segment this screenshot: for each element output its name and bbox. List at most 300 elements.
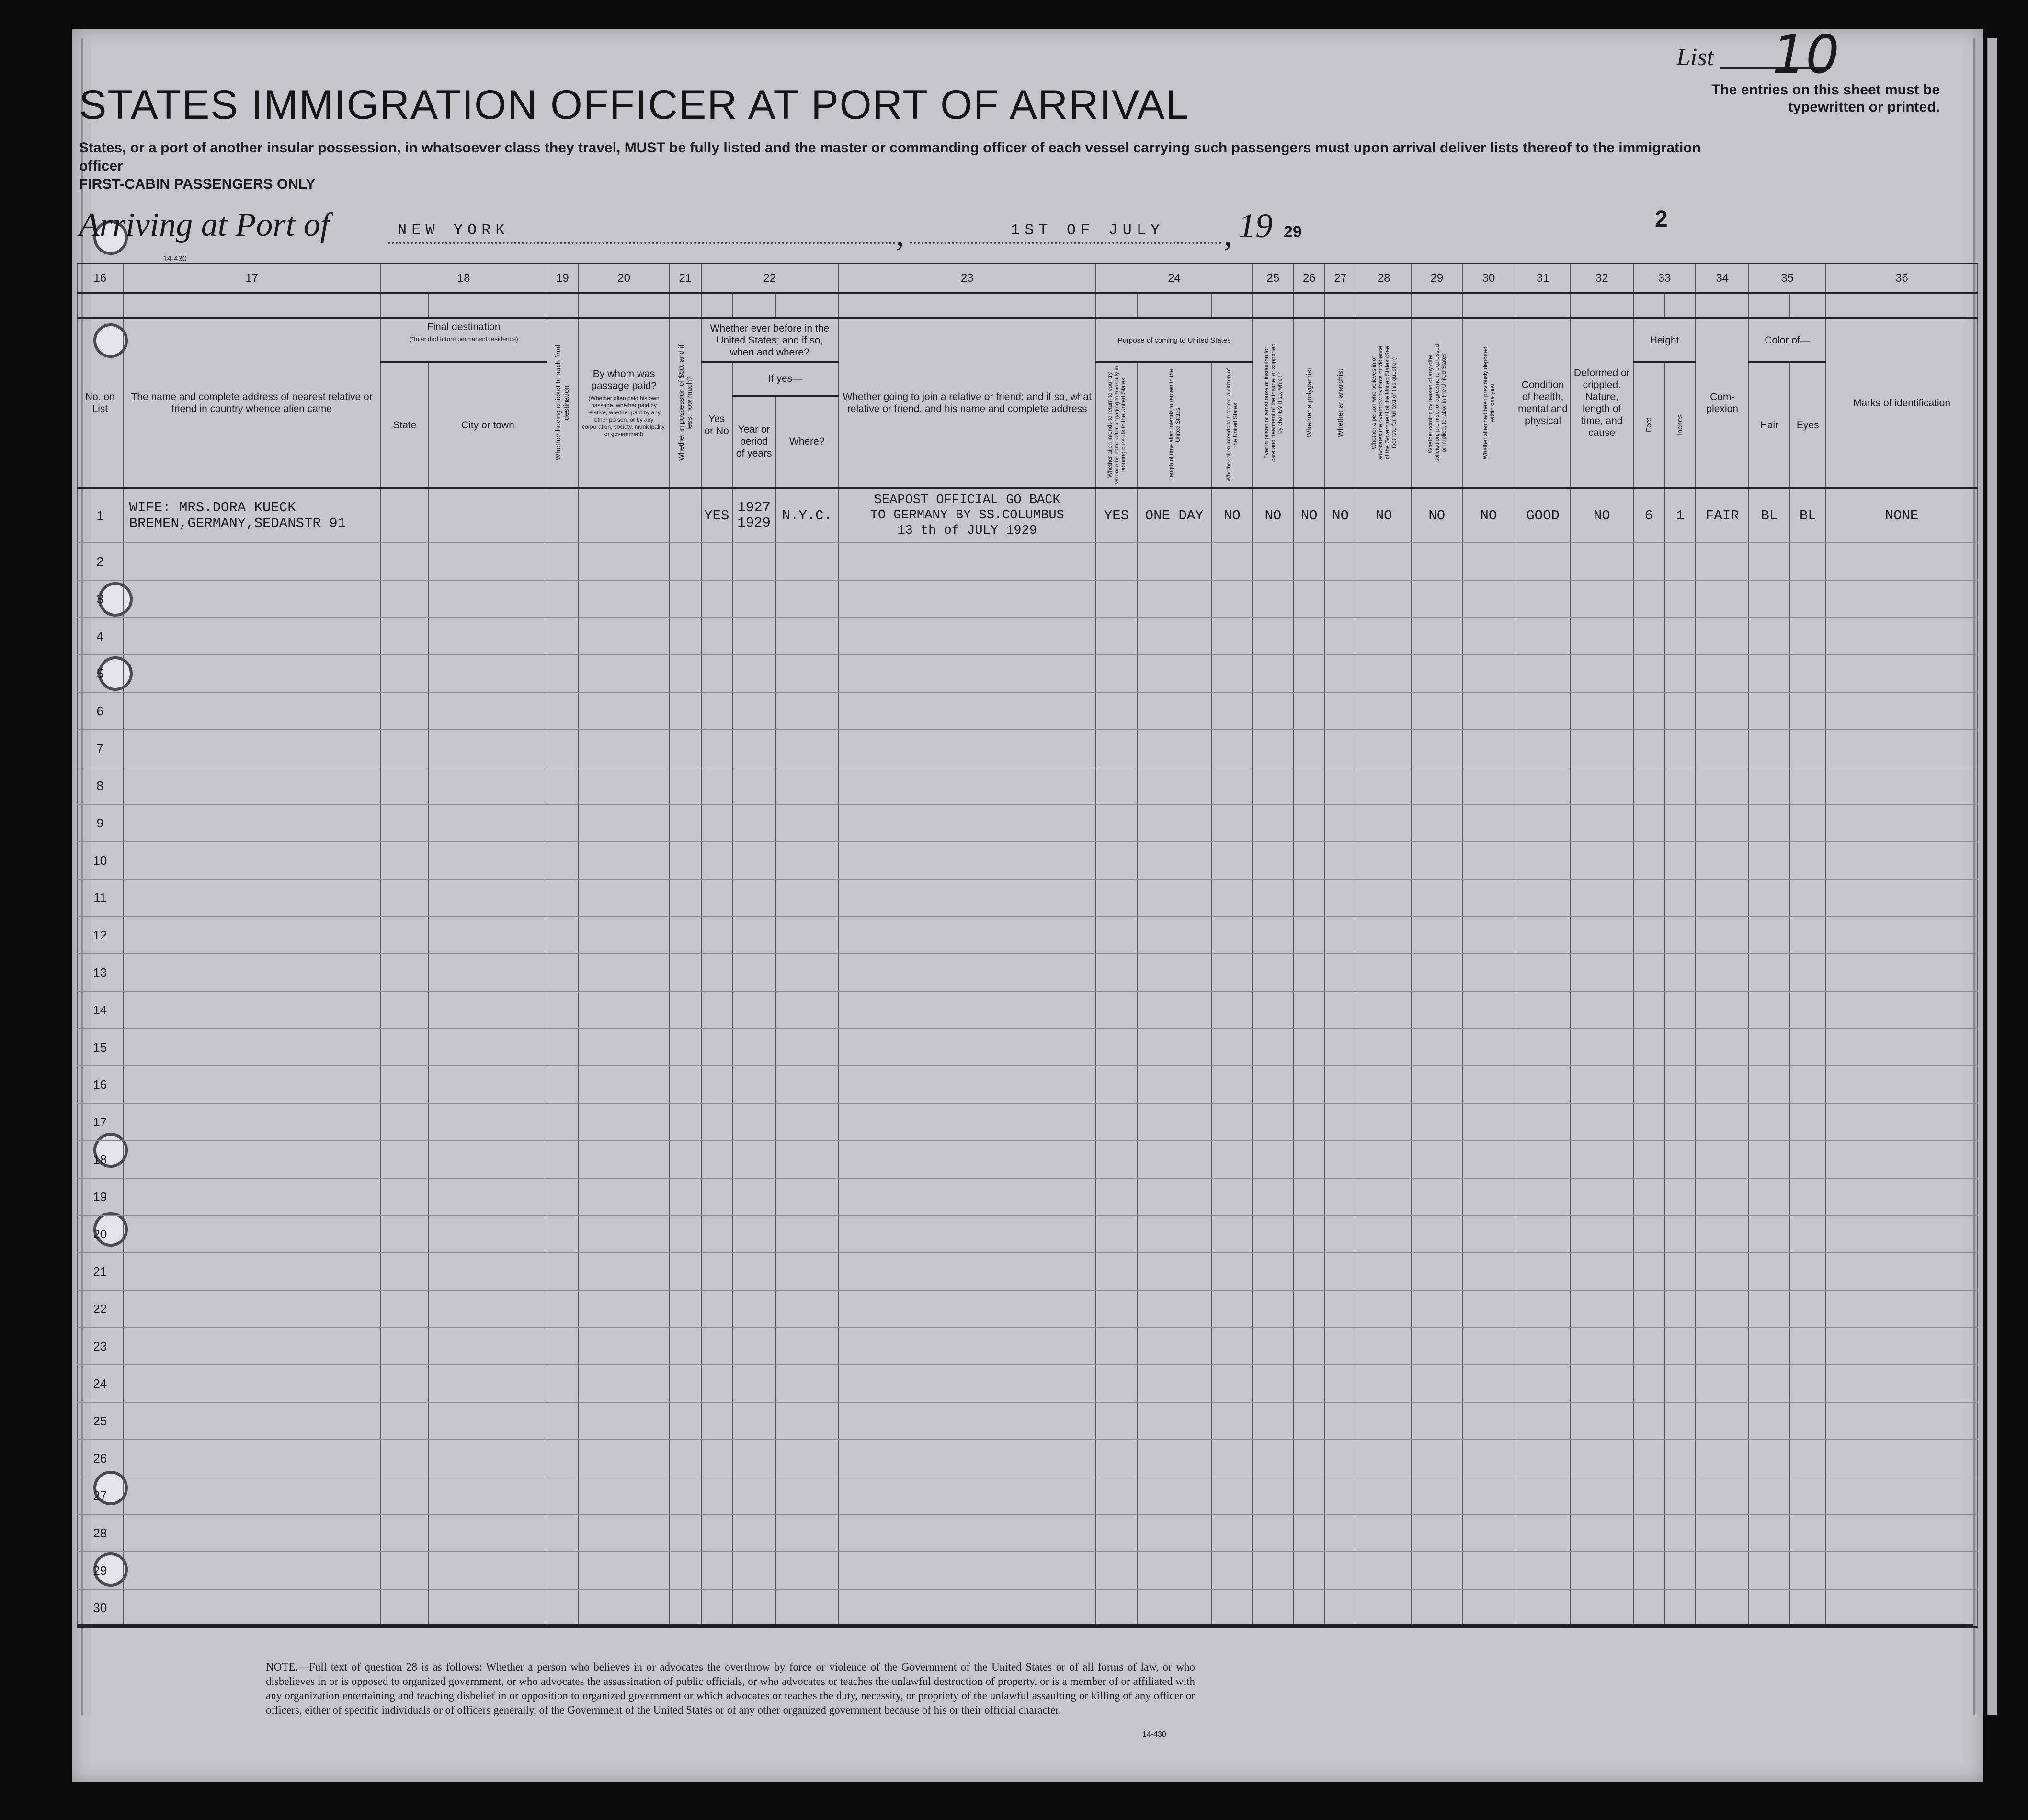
empty-cell [123,1253,381,1290]
empty-cell [1633,1365,1664,1402]
header-deported [1462,318,1515,488]
table-row [77,842,1978,879]
empty-cell [1212,1029,1253,1066]
row-number: 7 [77,730,123,767]
empty-cell [1664,767,1696,804]
empty-cell [1137,842,1212,879]
empty-cell [1633,991,1664,1029]
empty-cell [1696,543,1749,580]
row-number: 12 [77,916,123,954]
empty-cell [1696,1029,1749,1066]
empty-cell [1515,1215,1571,1253]
cell-purpose-length: ONE DAY [1137,488,1212,543]
empty-cell [1571,1066,1633,1103]
comma: , [896,216,904,253]
empty-cell [838,1365,1096,1402]
empty-cell [123,879,381,916]
empty-cell [1212,804,1253,842]
row-number: 5 [77,655,123,692]
empty-cell [1356,1328,1412,1365]
empty-cell [1356,1477,1412,1514]
empty-cell [701,1328,732,1365]
offer-label: Whether coming by reason of any offer, solicitation, promise, or agreement, expressed or implied, to labor in the United States [1426,344,1447,462]
empty-cell [1571,1178,1633,1215]
empty-cell [732,1365,776,1402]
empty-cell [381,1103,429,1141]
colnum: 36 [1826,263,1978,293]
empty-cell [732,543,776,580]
empty-cell [1790,1103,1826,1141]
empty-cell [1137,804,1212,842]
empty-cell [1515,1290,1571,1328]
empty-cell [1515,804,1571,842]
empty-cell [1462,1066,1515,1103]
empty-cell [1462,580,1515,618]
empty-cell [123,1477,381,1514]
empty-cell [1253,916,1293,954]
empty-cell [1664,1103,1696,1141]
row-number: 9 [77,804,123,842]
empty-cell [1137,580,1212,618]
empty-cell [1212,916,1253,954]
row-number: 20 [77,1215,123,1253]
empty-cell [578,543,670,580]
empty-cell [1137,916,1212,954]
empty-cell [1253,767,1293,804]
empty-cell [1633,879,1664,916]
empty-cell [429,1253,547,1290]
header-ever-before: Whether ever before in the United States; and if so, when and where? [701,318,839,362]
empty-cell [670,1178,701,1215]
manifest-table [77,263,1978,1628]
empty-cell [381,1440,429,1477]
inches-label: Inches [1676,414,1685,436]
empty-cell [838,580,1096,618]
colnum: 20 [578,263,670,293]
empty-cell [775,692,838,730]
empty-cell [1137,1552,1212,1589]
empty-cell [670,1029,701,1066]
empty-cell [1325,730,1356,767]
empty-cell [701,916,732,954]
empty-cell [1664,804,1696,842]
empty-cell [1749,1552,1789,1589]
empty-cell [1515,543,1571,580]
empty-cell [701,1029,732,1066]
empty-cell [1571,1589,1633,1627]
empty-cell [732,879,776,916]
empty-cell [1294,1477,1325,1514]
cell-deported: NO [1462,488,1515,543]
empty-cell [1325,1215,1356,1253]
empty-cell [1826,1253,1978,1290]
empty-cell [1749,618,1789,655]
empty-cell [732,580,776,618]
empty-cell [1749,1103,1789,1141]
empty-cell [578,1103,670,1141]
empty-cell [1826,916,1978,954]
empty-cell [1696,1402,1749,1440]
empty-cell [701,767,732,804]
empty-cell [381,954,429,991]
empty-cell [1571,916,1633,954]
empty-cell [1325,804,1356,842]
empty-cell [123,1066,381,1103]
empty-cell [1462,1328,1515,1365]
empty-cell [1790,692,1826,730]
empty-cell [1462,655,1515,692]
empty-cell [1253,1440,1293,1477]
header-possession-50 [670,318,701,488]
header-eyes: Eyes [1790,362,1826,488]
empty-cell [1571,1514,1633,1552]
row-number: 22 [77,1290,123,1328]
empty-cell [1412,692,1462,730]
empty-cell [1294,842,1325,879]
empty-cell [1325,1589,1356,1627]
empty-cell [701,954,732,991]
empty-cell [1356,655,1412,692]
empty-cell [429,543,547,580]
empty-cell [1096,1290,1137,1328]
empty-cell [1462,804,1515,842]
empty-cell [1412,1178,1462,1215]
colnum: 27 [1325,263,1356,293]
empty-cell [547,1477,578,1514]
empty-cell [670,1328,701,1365]
empty-cell [1253,580,1293,618]
empty-cell [1294,1066,1325,1103]
empty-cell [1212,1253,1253,1290]
empty-cell [1325,879,1356,916]
empty-cell [1325,655,1356,692]
empty-cell [1462,1514,1515,1552]
empty-cell [381,1178,429,1215]
empty-cell [1462,1402,1515,1440]
empty-cell [1571,580,1633,618]
cell-deformed: NO [1571,488,1633,543]
empty-cell [1462,618,1515,655]
empty-cell [578,730,670,767]
empty-cell [547,1178,578,1215]
empty-cell [1356,1365,1412,1402]
empty-cell [1294,580,1325,618]
empty-cell [1137,618,1212,655]
cell-inches: 1 [1664,488,1696,543]
empty-cell [1137,1589,1212,1627]
passage-paid-label: By whom was passage paid? [591,368,657,391]
empty-cell [1356,1029,1412,1066]
table-row [77,580,1978,618]
empty-cell [1137,730,1212,767]
empty-cell [670,580,701,618]
empty-cell [1412,580,1462,618]
empty-cell [1462,1290,1515,1328]
empty-cell [670,730,701,767]
empty-cell [1212,692,1253,730]
empty-cell [1137,692,1212,730]
empty-cell [1826,1029,1978,1066]
empty-cell [1462,954,1515,991]
empty-cell [1096,1178,1137,1215]
empty-cell [1294,954,1325,991]
empty-cell [1294,1141,1325,1178]
empty-cell [547,1514,578,1552]
empty-cell [381,618,429,655]
empty-cell [1515,730,1571,767]
empty-cell [1515,1103,1571,1141]
colnum: 18 [381,263,547,293]
cell-offer: NO [1412,488,1462,543]
empty-cell [1462,1365,1515,1402]
empty-cell [775,1215,838,1253]
empty-cell [1212,991,1253,1029]
empty-cell [1096,618,1137,655]
empty-cell [1325,1066,1356,1103]
empty-cell [1696,692,1749,730]
empty-cell [1749,991,1789,1029]
empty-cell [1749,655,1789,692]
empty-cell [732,1178,776,1215]
empty-cell [547,1066,578,1103]
empty-cell [1571,1440,1633,1477]
empty-cell [1412,1477,1462,1514]
bottom-rule [77,1624,1973,1626]
relative-name: WIFE: MRS.DORA KUECK [129,500,296,515]
empty-cell [1294,1253,1325,1290]
empty-cell [1790,543,1826,580]
colnum: 25 [1253,263,1293,293]
row-number: 25 [77,1402,123,1440]
empty-cell [701,1103,732,1141]
empty-cell [1664,1029,1696,1066]
empty-cell [670,655,701,692]
empty-cell [1571,1290,1633,1328]
empty-cell [381,1141,429,1178]
empty-cell [123,618,381,655]
empty-cell [1664,1253,1696,1290]
empty-cell [838,1328,1096,1365]
empty-cell [670,1141,701,1178]
cell-purpose-return: YES [1096,488,1137,543]
empty-cell [578,767,670,804]
empty-cell [701,730,732,767]
table-row [77,1029,1978,1066]
empty-cell [1515,1514,1571,1552]
empty-cell [1633,1290,1664,1328]
empty-cell [1325,1514,1356,1552]
header-row-1 [77,318,1978,362]
empty-cell [1253,1402,1293,1440]
empty-cell [1212,842,1253,879]
empty-cell [1664,991,1696,1029]
cell-prison: NO [1253,488,1293,543]
empty-cell [1096,767,1137,804]
empty-cell [429,1215,547,1253]
header-state: State [381,362,429,488]
empty-cell [547,580,578,618]
comma: , [1224,216,1232,253]
page-edge [1987,38,1997,1715]
table-row [77,730,1978,767]
empty-cell [1826,1365,1978,1402]
empty-cell [1571,1552,1633,1589]
empty-cell [429,1029,547,1066]
empty-cell [1633,842,1664,879]
empty-cell [1515,1253,1571,1290]
empty-cell [1253,1328,1293,1365]
cell-possession [670,488,701,543]
empty-cell [1294,1365,1325,1402]
empty-cell [1749,1514,1789,1552]
empty-cell [775,767,838,804]
empty-cell [578,618,670,655]
empty-cell [547,618,578,655]
table-row [77,954,1978,991]
empty-cell [1253,543,1293,580]
empty-cell [578,1514,670,1552]
empty-cell [1826,1103,1978,1141]
empty-cell [732,730,776,767]
empty-cell [1790,916,1826,954]
page-number: 2 [1655,206,1668,232]
empty-cell [670,692,701,730]
empty-cell [1412,1253,1462,1290]
empty-cell [1826,543,1978,580]
possession-label: Whether in possession of $50, and if less, how much? [677,344,694,461]
colnum: 34 [1696,263,1749,293]
empty-cell [670,916,701,954]
table-row [77,1440,1978,1477]
empty-cell [578,1215,670,1253]
empty-cell [1664,1365,1696,1402]
empty-cell [429,1178,547,1215]
empty-cell [1790,1178,1826,1215]
empty-cell [1571,1141,1633,1178]
empty-cell [1137,1477,1212,1514]
empty-cell [429,1103,547,1141]
empty-cell [1696,1103,1749,1141]
empty-cell [670,1365,701,1402]
empty-cell [547,1103,578,1141]
empty-cell [381,655,429,692]
empty-cell [1826,1440,1978,1477]
empty-cell [1356,1552,1412,1589]
table-row [77,543,1978,580]
empty-cell [1790,1328,1826,1365]
empty-cell [1696,767,1749,804]
empty-cell [1253,1253,1293,1290]
header-polygamist [1294,318,1325,488]
empty-cell [1294,804,1325,842]
empty-cell [1664,1514,1696,1552]
colnum: 31 [1515,263,1571,293]
empty-cell [1253,991,1293,1029]
empty-cell [701,1402,732,1440]
colnum: 26 [1294,263,1325,293]
empty-cell [838,879,1096,916]
empty-cell [1462,1477,1515,1514]
row-number: 8 [77,767,123,804]
empty-cell [701,804,732,842]
empty-cell [1137,1215,1212,1253]
colnum: 19 [547,263,578,293]
empty-cell [775,879,838,916]
empty-cell [775,916,838,954]
empty-cell [547,1290,578,1328]
empty-cell [1826,1178,1978,1215]
empty-cell [547,543,578,580]
table-row [77,1514,1978,1552]
table-row [77,1477,1978,1514]
empty-cell [1696,1066,1749,1103]
empty-cell [670,543,701,580]
empty-cell [732,991,776,1029]
empty-cell [1826,804,1978,842]
table-row [77,1253,1978,1290]
cell-purpose-citizen: NO [1212,488,1253,543]
empty-cell [838,1029,1096,1066]
empty-cell [1749,1328,1789,1365]
row-number: 28 [77,1514,123,1552]
empty-cell [1749,1253,1789,1290]
empty-cell [1462,692,1515,730]
row-number: 15 [77,1029,123,1066]
empty-cell [547,842,578,879]
empty-cell [381,1253,429,1290]
empty-cell [1294,879,1325,916]
empty-cell [1664,1290,1696,1328]
empty-cell [1412,1514,1462,1552]
empty-cell [1212,1552,1253,1589]
empty-cell [381,916,429,954]
empty-cell [1749,1178,1789,1215]
empty-cell [1664,1552,1696,1589]
empty-cell [429,1589,547,1627]
row-number: 13 [77,954,123,991]
empty-cell [775,580,838,618]
empty-cell [1790,1402,1826,1440]
empty-cell [1826,1290,1978,1328]
empty-cell [1462,1253,1515,1290]
empty-cell [701,1365,732,1402]
empty-cell [1253,618,1293,655]
empty-cell [1356,1253,1412,1290]
empty-cell [1137,1141,1212,1178]
empty-cell [1696,916,1749,954]
empty-cell [1412,767,1462,804]
empty-cell [1412,1440,1462,1477]
header-prison [1253,318,1293,488]
empty-cell [1462,543,1515,580]
empty-cell [123,1365,381,1402]
empty-cell [578,692,670,730]
empty-cell [1137,1066,1212,1103]
header-marks: Marks of identification [1826,318,1978,488]
empty-cell [1790,1589,1826,1627]
empty-cell [123,1514,381,1552]
empty-cell [1633,618,1664,655]
empty-cell [429,842,547,879]
empty-cell [1633,1215,1664,1253]
empty-cell [1356,916,1412,954]
table-row [77,1365,1978,1402]
empty-cell [578,804,670,842]
empty-cell [123,692,381,730]
empty-cell [1571,991,1633,1029]
table-row [77,655,1978,692]
empty-cell [670,1253,701,1290]
